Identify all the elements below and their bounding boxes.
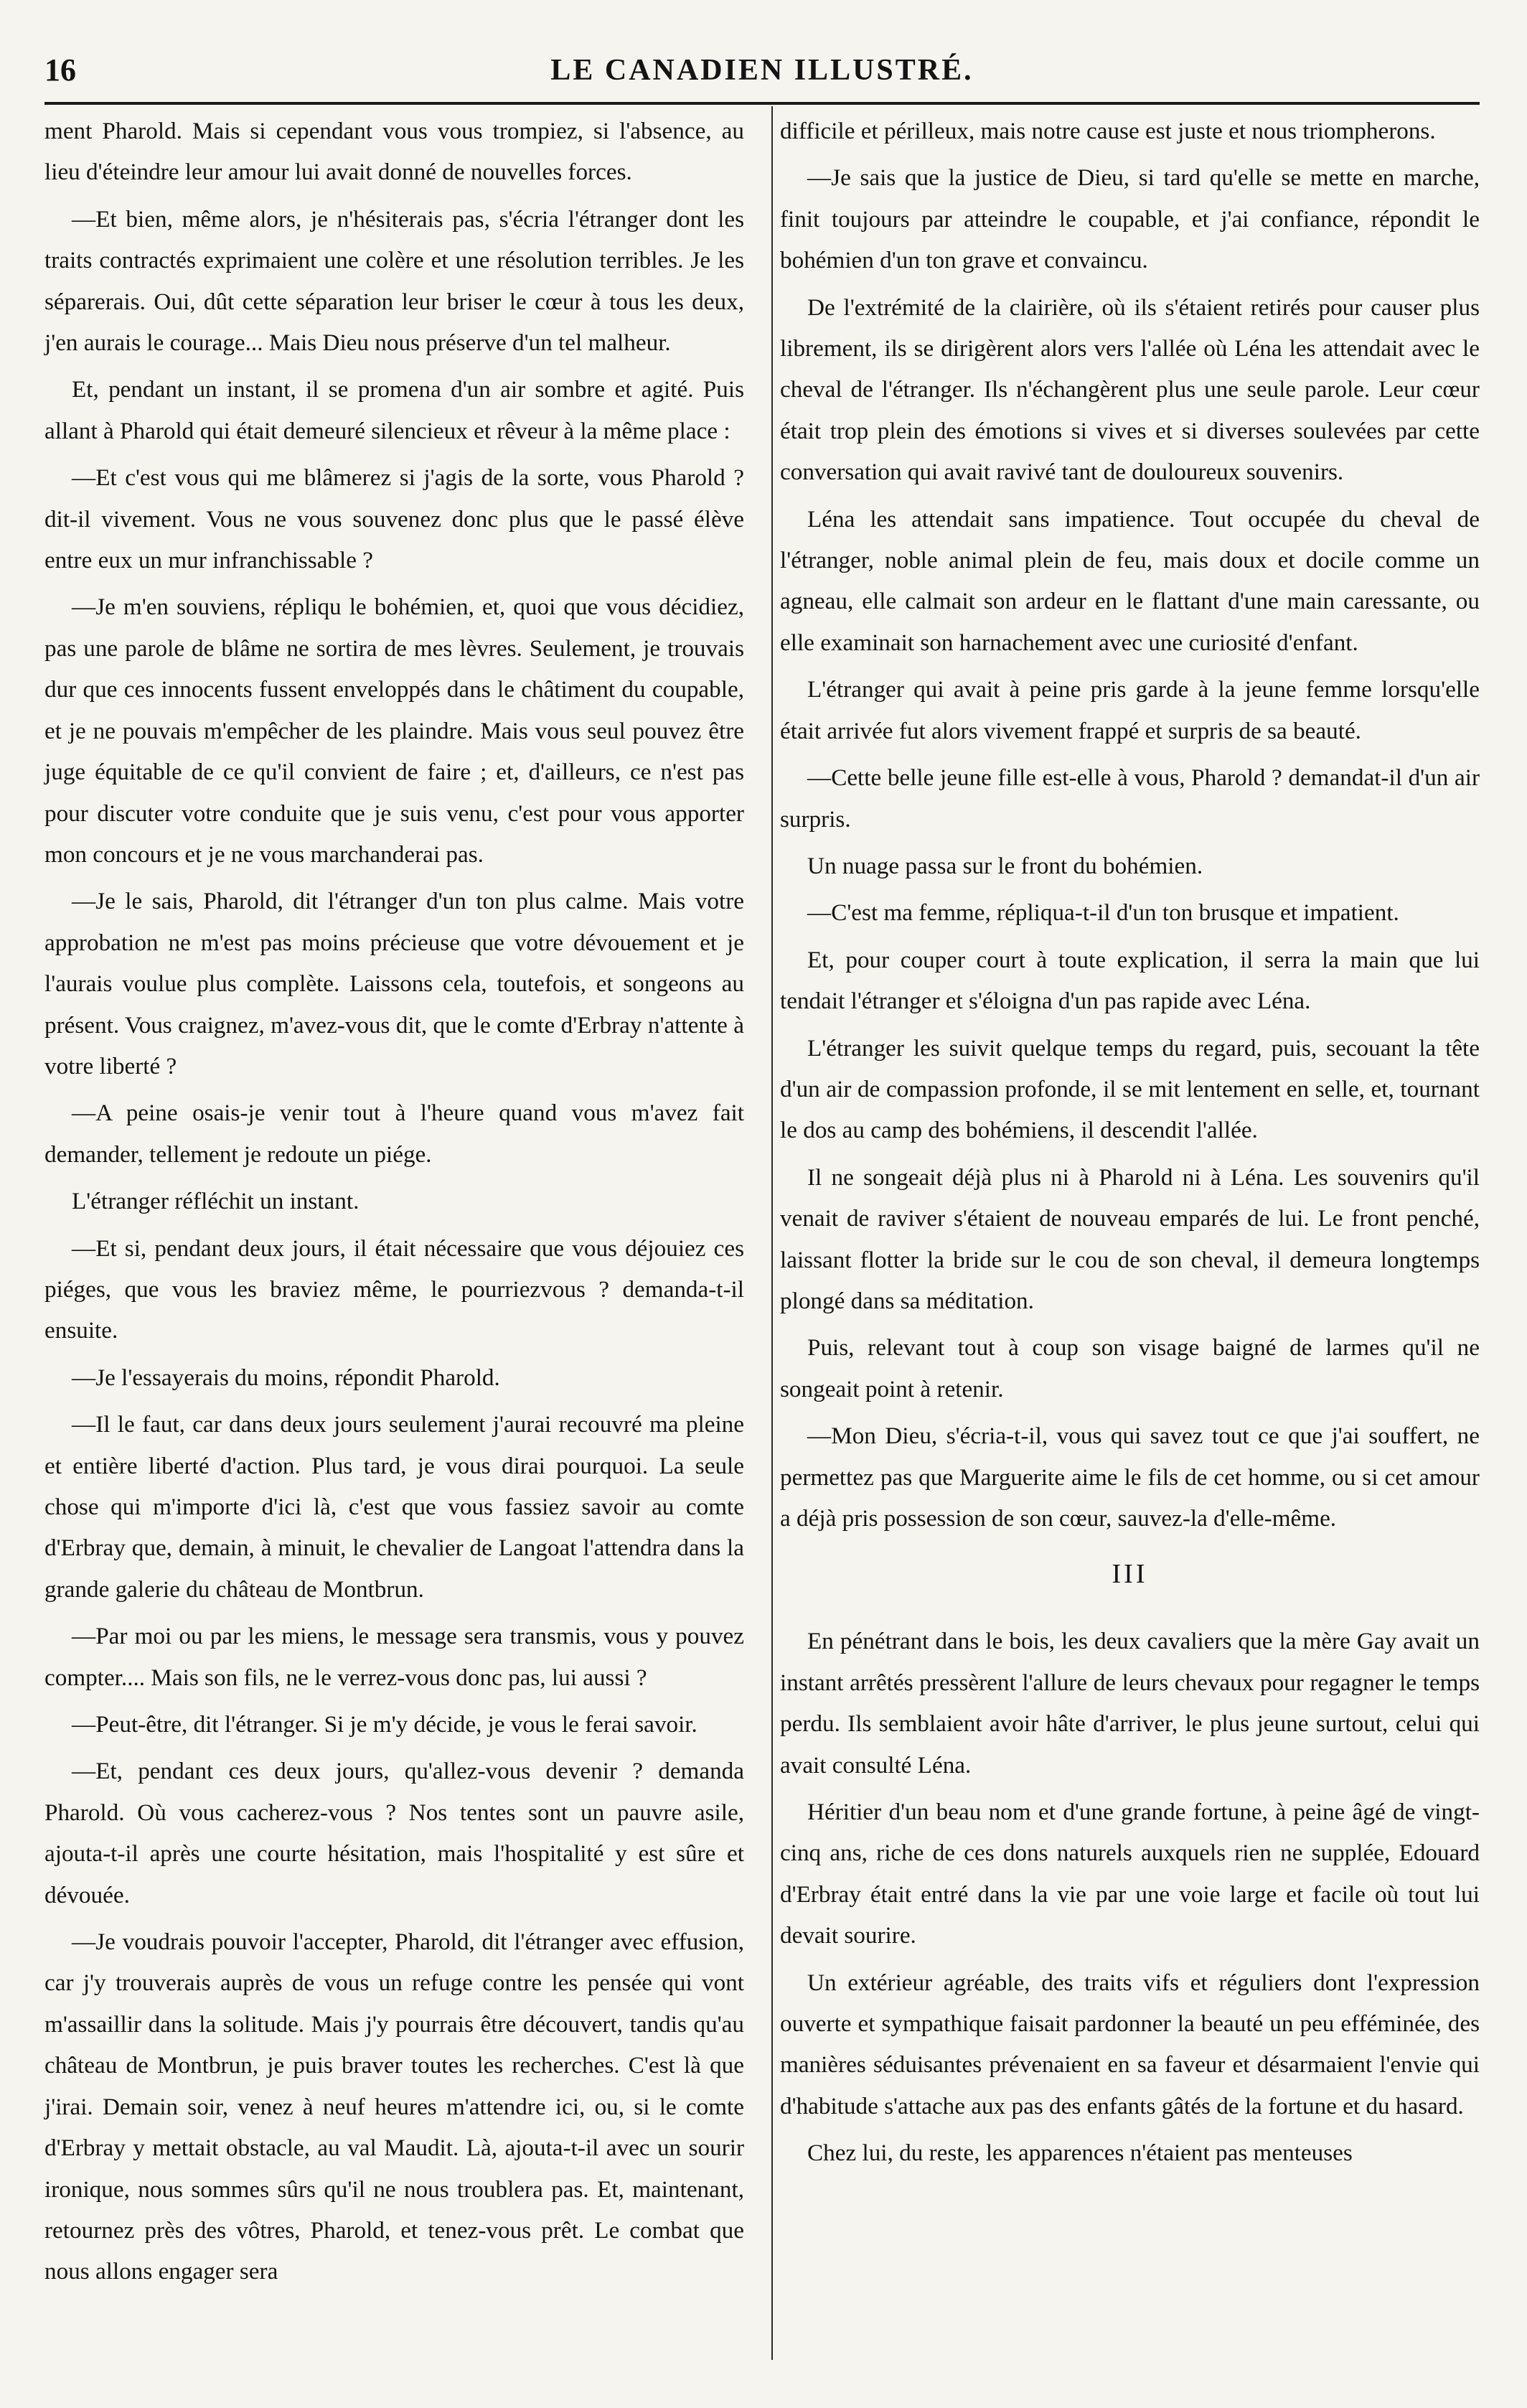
paragraph: En pénétrant dans le bois, les deux cavaliers que la mère Gay avait un instant arrêtés pressèrent l'allure de leurs chevaux pour regagner le temps perdu. Ils semblaient avoir hâte d'arriver, le plus jeune surtout, celui qui avait consulté Léna. [780, 1628, 1480, 1779]
header-rule [44, 102, 1480, 105]
paragraph: —Je le sais, Pharold, dit l'étranger d'un ton plus calme. Mais votre approbation ne m'est pas moins précieuse que votre dévouement et je l'aurais voulue plus complète. Laissons cela, toutefois, et songeons au présent. Vous craignez, m'avez-vous dit, que le comte d'Erbray n'attente à votre liberté ? [44, 888, 744, 1079]
paragraph: L'étranger qui avait à peine pris garde à la jeune femme lorsqu'elle était arrivée fut alors vivement frappé et surpris de sa beauté. [780, 676, 1480, 744]
paragraph: difficile et périlleux, mais notre cause est juste et nous triompherons. [780, 118, 1436, 144]
paragraph: —Peut-être, dit l'étranger. Si je m'y décide, je vous le ferai savoir. [72, 1711, 697, 1738]
paragraph: Un nuage passa sur le front du bohémien. [807, 852, 1203, 879]
paragraph: —Mon Dieu, s'écria-t-il, vous qui savez tout ce que j'ai souffert, ne permettez pas que Marguerite aime le fils de cet homme, ou si cet amour a déjà pris possession de son cœur, sauvez-la d'elle-même. [780, 1423, 1480, 1532]
column-divider [771, 106, 773, 2360]
paragraph: L'étranger réfléchit un instant. [72, 1188, 360, 1215]
paragraph: —Et bien, même alors, je n'hésiterais pas, s'écria l'étranger dont les traits contractés exprimaient une colère et une résolution terribles. Je les séparerais. Oui, dût cette séparation leur briser le cœur à tous les deux, j'en aurais le courage... Mais Dieu nous préserve d'un tel malheur. [44, 205, 744, 357]
paragraph: ment Pharold. Mais si cependant vous vous trompiez, si l'absence, au lieu d'éteindre leur amour lui avait donné de nouvelles forces. [44, 118, 744, 186]
paragraph: —Et, pendant ces deux jours, qu'allez-vous devenir ? demanda Pharold. Où vous cacherez-vous ? Nos tentes sont un pauvre asile, ajouta-t-il après une courte hésitation, mais l'hospitalité y est sûre et dévouée. [44, 1758, 744, 1908]
paragraph: —Par moi ou par les miens, le message sera transmis, vous y pouvez compter.... Mais son fils, ne le verrez-vous donc pas, lui aussi ? [44, 1623, 744, 1691]
paragraph: Chez lui, du reste, les apparences n'étaient pas menteuses [807, 2140, 1353, 2167]
paragraph: De l'extrémité de la clairière, où ils s'étaient retirés pour causer plus librement, ils se dirigèrent alors vers l'allée où Léna les attendait avec le cheval de l'étranger. Ils n'échangèrent plus une seule parole. Leur cœur était trop plein des émotions si vives et si diverses soulevées par cette conversation qui avait ravivé tant de douloureux souvenirs. [780, 294, 1480, 486]
paragraph: L'étranger les suivit quelque temps du regard, puis, secouant la tête d'un air de compassion profonde, il se mit lentement en selle, et, tournant le dos au camp des bohémiens, il descendit l'allée. [780, 1034, 1480, 1144]
paragraph: Héritier d'un beau nom et d'une grande fortune, à peine âgé de vingt-cinq ans, riche de ces dons naturels auxquels rien ne supplée, Edouard d'Erbray était entré dans la vie par une voie large et facile où tout lui devait sourire. [780, 1799, 1480, 1949]
paragraph: Et, pendant un instant, il se promena d'un air sombre et agité. Puis allant à Pharold qui était demeuré silencieux et rêveur à la même place : [44, 376, 744, 444]
paragraph: —Je voudrais pouvoir l'accepter, Pharold, dit l'étranger avec effusion, car j'y trouverais auprès de vous un refuge contre les pensée qui vont m'assaillir dans la solitude. Mais j'y pourrais être découvert, tandis qu'au château de Montbrun, je puis braver toutes les recherches. C'est là que j'irai. Demain soir, venez à neuf heures m'attendre ici, ou, si le comte d'Erbray y mettait obstacle, au val Maudit. Là, ajouta-t-il avec un sourir ironique, nous sommes sûrs qu'il ne nous troublera pas. Et, maintenant, retournez près des vôtres, Pharold, et tenez-vous prêt. Le combat que nous allons engager sera [44, 1929, 744, 2285]
paragraph: —Et c'est vous qui me blâmerez si j'agis de la sorte, vous Pharold ? dit-il vivement. Vous ne vous souvenez donc plus que le passé élève entre eux un mur infranchissable ? [44, 464, 744, 574]
page-number: 16 [44, 52, 76, 88]
paragraph: Léna les attendait sans impatience. Tout occupée du cheval de l'étranger, noble animal plein de feu, mais doux et docile comme un agneau, elle calmait son ardeur en le flattant d'une main caressante, ou elle examinait son harnachement avec une curiosité d'enfant. [780, 505, 1480, 656]
paragraph: Puis, relevant tout à coup son visage baigné de larmes qu'il ne songeait point à retenir. [780, 1334, 1480, 1402]
left-column [44, 111, 744, 2298]
paragraph: —Cette belle jeune fille est-elle à vous, Pharold ? demandat-il d'un air surpris. [780, 764, 1480, 833]
paragraph: —Et si, pendant deux jours, il était nécessaire que vous déjouiez ces piéges, que vous les braviez même, le pourriezvous ? demanda-t-il ensuite. [44, 1235, 744, 1344]
paragraph: —Je sais que la justice de Dieu, si tard qu'elle se mette en marche, finit toujours par atteindre le coupable, et j'ai confiance, répondit le bohémien d'un ton grave et convaincu. [780, 164, 1480, 274]
right-column [780, 111, 1480, 2180]
paragraph: —Je l'essayerais du moins, répondit Pharold. [72, 1364, 500, 1391]
paragraph: Et, pour couper court à toute explication, il serra la main que lui tendait l'étranger et s'éloigna d'un pas rapide avec Léna. [780, 946, 1480, 1015]
paragraph: —A peine osais-je venir tout à l'heure quand vous m'avez fait demander, tellement je redoute un piége. [44, 1100, 744, 1168]
paragraph: —C'est ma femme, répliqua-t-il d'un ton brusque et impatient. [807, 899, 1399, 927]
page-header [44, 52, 1480, 102]
paragraph: —Je m'en souviens, répliqu le bohémien, et, quoi que vous décidiez, pas une parole de blâme ne sortira de mes lèvres. Seulement, je trouvais dur que ces innocents fussent enveloppés dans le châtiment du coupable, et je ne pouvais m'empêcher de les plaindre. Mais vous seul pouvez être juge équitable de ce qu'il convient de faire ; et, d'ailleurs, ce n'est pas pour discuter votre conduite que je suis venu, c'est pour vous apporter mon concours et je ne vous marchanderai pas. [44, 594, 744, 868]
paragraph: Un extérieur agréable, des traits vifs et réguliers dont l'expression ouverte et sympathique faisait pardonner la beauté un peu efféminée, des manières séduisantes prévenaient en sa faveur et désarmaient l'envie qui d'habitude s'attache aux pas des enfants gâtés de la fortune et du hasard. [780, 1969, 1480, 2119]
paragraph: —Il le faut, car dans deux jours seulement j'aurai recouvré ma pleine et entière liberté d'action. Plus tard, je vous dirai pourquoi. La seule chose qui m'importe d'ici là, c'est que vous fassiez savoir au comte d'Erbray que, demain, à minuit, le chevalier de Langoat l'attendra dans la grande galerie du château de Montbrun. [44, 1411, 744, 1603]
section-heading: III [1112, 1559, 1148, 1590]
running-title: LE CANADIEN ILLUSTRÉ. [550, 54, 974, 87]
paragraph: Il ne songeait déjà plus ni à Pharold ni à Léna. Les souvenirs qu'il venait de raviver s'étaient de nouveau emparés de lui. Le front penché, laissant flotter la bride sur le cou de son cheval, il demeura longtemps plongé dans sa méditation. [780, 1163, 1480, 1314]
